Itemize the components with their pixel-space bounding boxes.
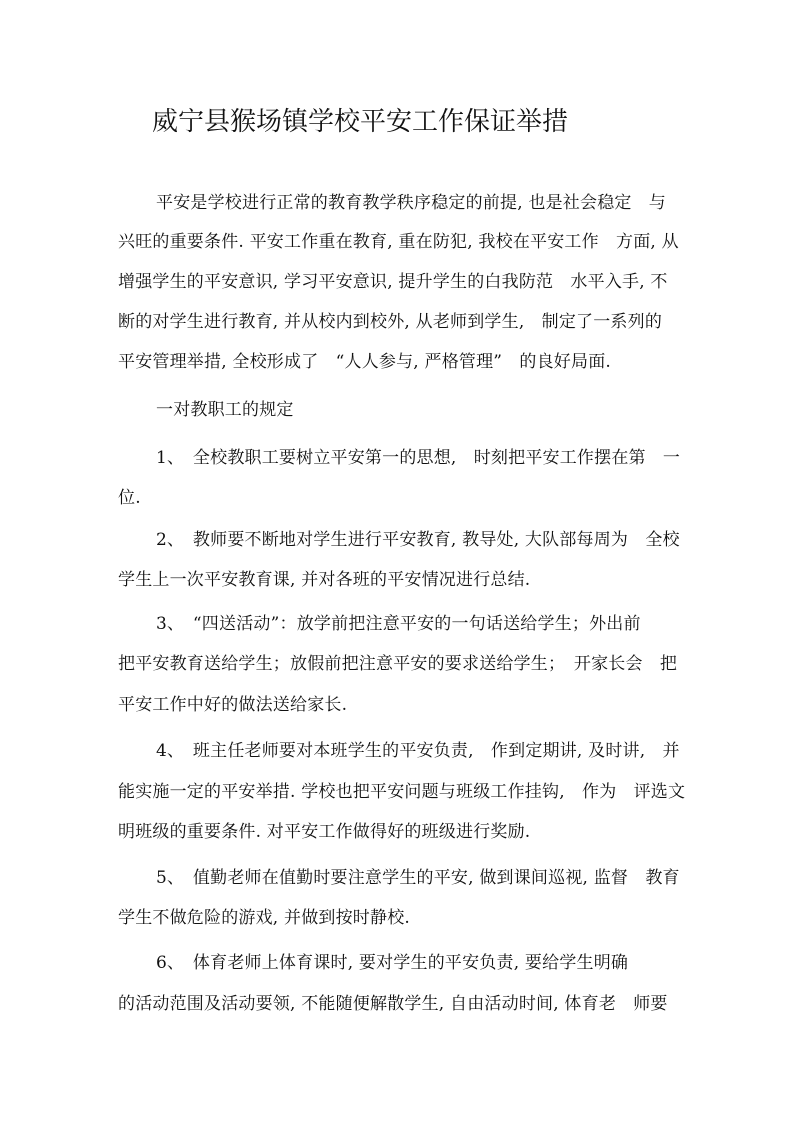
- list-item-5-line-2: 学生不做危险的游戏, 并做到按时静校.: [118, 908, 411, 928]
- list-item-6-line-1: 6、 体育老师上体育课时, 要对学生的平安负责, 要给学生明确: [156, 953, 629, 973]
- list-item-4-line-2: 能实施一定的平安举措. 学校也把平安问题与班级工作挂钩, 作为 评选文: [118, 782, 686, 802]
- list-item-6-line-2: 的活动范围及活动要领, 不能随便解散学生, 自由活动时间, 体育老 师要: [118, 994, 668, 1014]
- paragraph-line-4: 断的对学生进行教育, 并从校内到校外, 从老师到学生, 制定了一系列的: [118, 312, 663, 332]
- list-item-1-line-2: 位.: [118, 488, 141, 508]
- document-title: 威宁县猴场镇学校平安工作保证举措: [152, 107, 569, 137]
- list-item-2-line-1: 2、 教师要不断地对学生进行平安教育, 教导处, 大队部每周为 全校: [156, 530, 680, 550]
- list-item-3-line-1: 3、 “四送活动”：放学前把注意平安的一句话送给学生；外出前: [156, 614, 641, 634]
- section-heading: 一对教职工的规定: [156, 400, 294, 420]
- list-item-4-line-1: 4、 班主任老师要对本班学生的平安负责, 作到定期讲, 及时讲, 并: [156, 741, 680, 761]
- paragraph-line-5: 平安管理举措, 全校形成了 “人人参与, 严格管理” 的良好局面.: [118, 352, 611, 372]
- list-item-3-line-2: 把平安教育送给学生；放假前把注意平安的要求送给学生； 开家长会 把: [118, 654, 678, 674]
- list-item-1-line-1: 1、 全校教职工要树立平安第一的思想, 时刻把平安工作摆在第 一: [156, 448, 681, 468]
- list-item-4-line-3: 明班级的重要条件. 对平安工作做得好的班级进行奖励.: [118, 822, 531, 842]
- list-item-2-line-2: 学生上一次平安教育课, 并对各班的平安情况进行总结.: [118, 570, 531, 590]
- paragraph-line-3: 增强学生的平安意识, 学习平安意识, 提升学生的白我防范 水平入手, 不: [118, 272, 668, 292]
- list-item-5-line-1: 5、 值勤老师在值勤时要注意学生的平安, 做到课间巡视, 监督 教育: [156, 868, 680, 888]
- paragraph-line-2: 兴旺的重要条件. 平安工作重在教育, 重在防犯, 我校在平安工作 方面, 从: [118, 232, 679, 252]
- paragraph-line-1: 平安是学校进行正常的教育教学秩序稳定的前提, 也是社会稳定 与: [156, 193, 667, 213]
- list-item-3-line-3: 平安工作中好的做法送给家长.: [118, 695, 348, 715]
